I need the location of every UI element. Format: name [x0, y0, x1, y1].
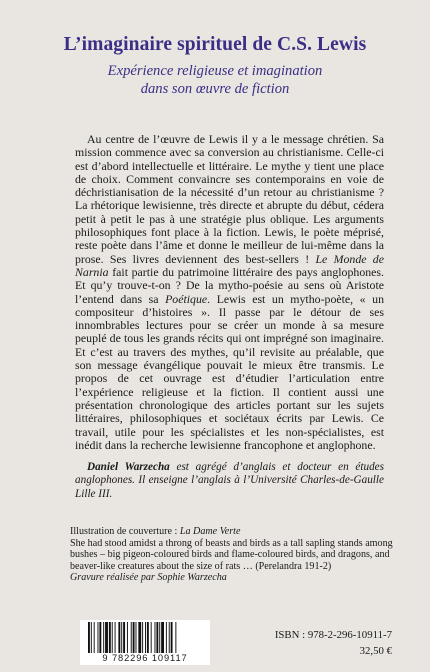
barcode-bar: [123, 622, 125, 654]
barcode-bar: [147, 622, 149, 654]
barcode-bar: [88, 622, 90, 654]
author-bio: est agrégé d’anglais et docteur en études anglophones. Il enseigne l’anglais à l’Université Charles-de-Gaulle Lille III.: [75, 461, 384, 500]
barcode-bar: [98, 622, 99, 654]
barcode-bar: [151, 622, 152, 654]
narnia-title: Le Monde de Narnia: [75, 251, 384, 279]
barcode-bar: [138, 622, 141, 654]
barcode-bar: [161, 622, 164, 654]
barcode-bar: [171, 622, 173, 654]
barcode-bar: [142, 622, 143, 654]
summary-text-part3: . Lewis est un mytho-poète, « un compositeur d’histoires ». Il passe par le détour de ses innombrables lectures pour se créer un monde à sa mesure peuplé de tous les grands récits qui ont imprégné son imaginaire. Et c’est au travers des mythes, qu’il revisite au préalable, que son message évangélique pouvait le mieux être transmis. Le propos de cet ouvrage est d’étudier l’articulation entre l’expérience religieuse et la fiction. Il contient aussi une présentation chronologique des articles portant sur les sujets littéraires, philosophiques et sociétaux écrits par Lewis. Ce travail, utile pour les spécialistes et les non-spécialistes, est inédit dans la recherche lewisienne francophone et anglophone.: [75, 291, 385, 452]
barcode-bar: [118, 622, 120, 654]
author-note: [75, 461, 384, 501]
barcode-bar: [169, 622, 170, 654]
barcode-bar: [105, 622, 108, 654]
barcode-bar: [159, 622, 160, 654]
barcode-bars: [80, 620, 210, 656]
book-subtitle: [0, 62, 430, 98]
barcode-digits: 9 782296 109117: [80, 653, 210, 665]
subtitle-line-1: Expérience religieuse et imagination: [107, 63, 323, 79]
barcode-bar: [109, 622, 111, 654]
summary-text-part2: fait partie du patrimoine littéraire des pays anglophones. Et qu’y trouve-t-on ? De la mytho-poésie au sens où Aristote l’entend dans sa: [75, 264, 384, 306]
barcode-bar: [112, 622, 113, 654]
summary-text-part1: Au centre de l’œuvre de Lewis il y a le message chrétien. Sa mission commence avec sa conversion au christianisme. Celle-ci est d’abord intellectuelle et littéraire. Le mythe y tient une place de choix. Comment convaincre ses contemporains en voie de déchristianisation de la nécessité d’un retour au christianisme ? La rhétorique lewisienne, très directe et abrupte du début, cédera petit à petit le pas à une stratégie plus oblique. Les arguments philosophiques font place à la fiction. Lewis, le poète méprisé, reste poète dans l’âme et donne le meilleur de lui-même dans la prose. Ses livres deviennent des best-sellers !: [75, 132, 384, 266]
summary-paragraph: [75, 133, 384, 452]
barcode-bar: [121, 622, 122, 654]
barcode-bar: [94, 622, 95, 654]
barcode-bar: [91, 622, 92, 654]
poetique-title: Poétique: [165, 291, 208, 306]
barcode-bar: [131, 622, 132, 654]
barcode-bar: [103, 622, 104, 654]
illustration-line: [70, 526, 390, 538]
barcode-bar: [155, 622, 156, 654]
barcode-bar: [115, 622, 116, 654]
barcode-bar: [156, 622, 158, 654]
subtitle-line-2: dans son œuvre de fiction: [140, 81, 290, 97]
engraving-credit: [70, 572, 390, 584]
quote-line-1: She had stood amidst a throng of beasts and birds as a tall sapling stands among: [70, 537, 393, 549]
engraving-credit-text: Gravure réalisée par Sophie Warzecha: [70, 572, 227, 584]
barcode-bar: [127, 622, 128, 654]
barcode-bar: [99, 622, 101, 654]
barcode-bar: [175, 622, 176, 654]
barcode-bar: [166, 622, 167, 654]
barcode-bar: [136, 622, 137, 654]
illustration-title: La Dame Verte: [179, 526, 241, 537]
illustration-label: Illustration de couverture :: [70, 526, 180, 537]
price: 32,50 €: [359, 645, 392, 657]
cover-illustration-info: [70, 526, 393, 584]
quote-line-2: bushes – big pigeon-coloured birds and flame-coloured birds, and dragons, and: [70, 549, 390, 561]
barcode-bar: [133, 622, 135, 654]
author-name: Daniel Warzecha: [87, 461, 170, 473]
isbn: ISBN : 978-2-296-10911-7: [274, 629, 392, 641]
book-title: L’imaginaire spirituel de C.S. Lewis: [63, 34, 367, 55]
quote-line-3: beaver-like creatures about the size of rats … (Perelandra 191-2): [70, 560, 332, 572]
barcode-bar: [145, 622, 146, 654]
